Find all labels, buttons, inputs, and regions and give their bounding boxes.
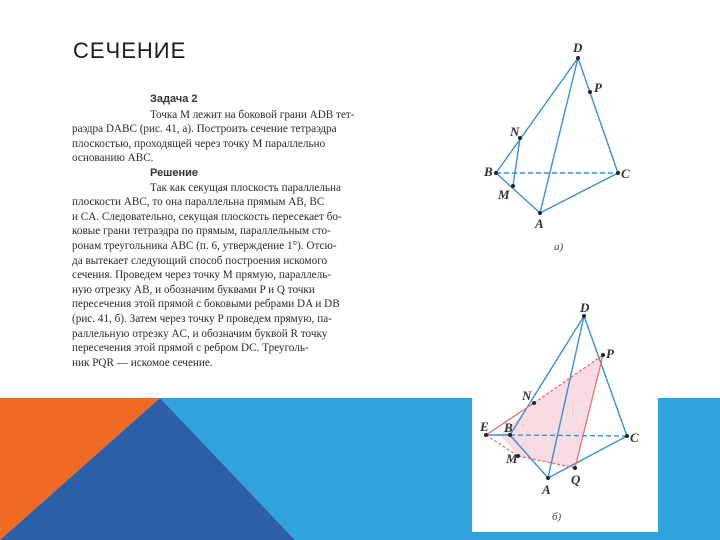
solution-line: и CA. Следовательно, секущая плоскость пересекает бо- [72, 210, 342, 223]
problem-line: основанию ABC. [72, 152, 154, 165]
point-a [546, 476, 550, 480]
solution-line: сечения. Проведем через точку M прямую, параллель- [72, 269, 332, 282]
point-m [511, 184, 515, 188]
edge-db [496, 58, 578, 173]
figure-b-diagram [472, 300, 658, 532]
point-p [588, 90, 592, 94]
point-p [601, 353, 605, 357]
label-a: A [542, 482, 551, 497]
label-m: M [498, 187, 510, 202]
caption-b: б) [552, 511, 562, 523]
edge-da [540, 58, 578, 213]
label-d: D [573, 40, 583, 55]
solution-line: плоскости ABC, то она параллельна прямым AB, BC [72, 196, 325, 209]
label-n: N [522, 388, 532, 403]
label-c: C [621, 166, 630, 181]
figure-a-panel [478, 36, 658, 266]
problem-line: плоскостью, проходящей через точку M параллельно [72, 137, 326, 150]
solution-heading: Решение [150, 166, 198, 179]
edge-ac [540, 173, 618, 213]
textbook-excerpt [72, 92, 468, 392]
point-c [616, 171, 620, 175]
slide-title: СЕЧЕНИЕ [73, 38, 187, 63]
solution-line: Так как секущая плоскость параллельна [150, 181, 341, 194]
figure-a-diagram [478, 36, 658, 266]
figure-b-panel [472, 300, 658, 532]
solution-line: пересечения этой прямой с боковыми ребрами DA и DB [72, 298, 340, 311]
caption-a: а) [554, 241, 564, 253]
point-q [573, 466, 577, 470]
solution-line: раллельную отрезку AC, и обозначим буквой R точку [72, 327, 328, 340]
point-b [494, 171, 498, 175]
solution-line: да вытекает следующий способ построения искомого [72, 254, 328, 267]
problem-line: раэдра DABC (рис. 41, а). Построить сечение тетраэдра [72, 123, 337, 136]
point-n [532, 401, 536, 405]
label-a: A [535, 216, 544, 231]
label-c: C [630, 430, 639, 445]
label-p: P [606, 346, 614, 361]
solution-line: ронам треугольника ABC (п. 6, утверждение 1°). Отсю- [72, 239, 337, 252]
point-d [576, 56, 580, 60]
label-b: B [504, 420, 513, 435]
edge-bc-hidden [510, 435, 627, 436]
edge-dc [578, 58, 618, 173]
label-b: B [484, 164, 493, 179]
task-heading: Задача 2 [150, 93, 198, 105]
point-a [538, 211, 542, 215]
solution-line: пересечения этой прямой с ребром DC. Треуголь- [72, 342, 309, 355]
label-e: E [480, 419, 489, 434]
label-q: Q [571, 472, 581, 487]
solution-line: ную отрезку AB, и обозначим буквами P и Q точки [72, 283, 315, 296]
label-m: M [506, 451, 518, 466]
label-d: D [580, 300, 590, 315]
problem-line: Точка M лежит на боковой грани ADB тет- [150, 108, 355, 121]
solution-line: (рис. 41, б). Затем через точку P проведем прямую, па- [72, 312, 332, 325]
solution-line: ник PQR — искомое сечение. [72, 356, 213, 369]
point-c [625, 434, 629, 438]
label-p: P [594, 80, 602, 95]
solution-line: ковые грани тетраэдра по прямым, параллельным сто- [72, 225, 331, 238]
label-n: N [510, 124, 520, 139]
